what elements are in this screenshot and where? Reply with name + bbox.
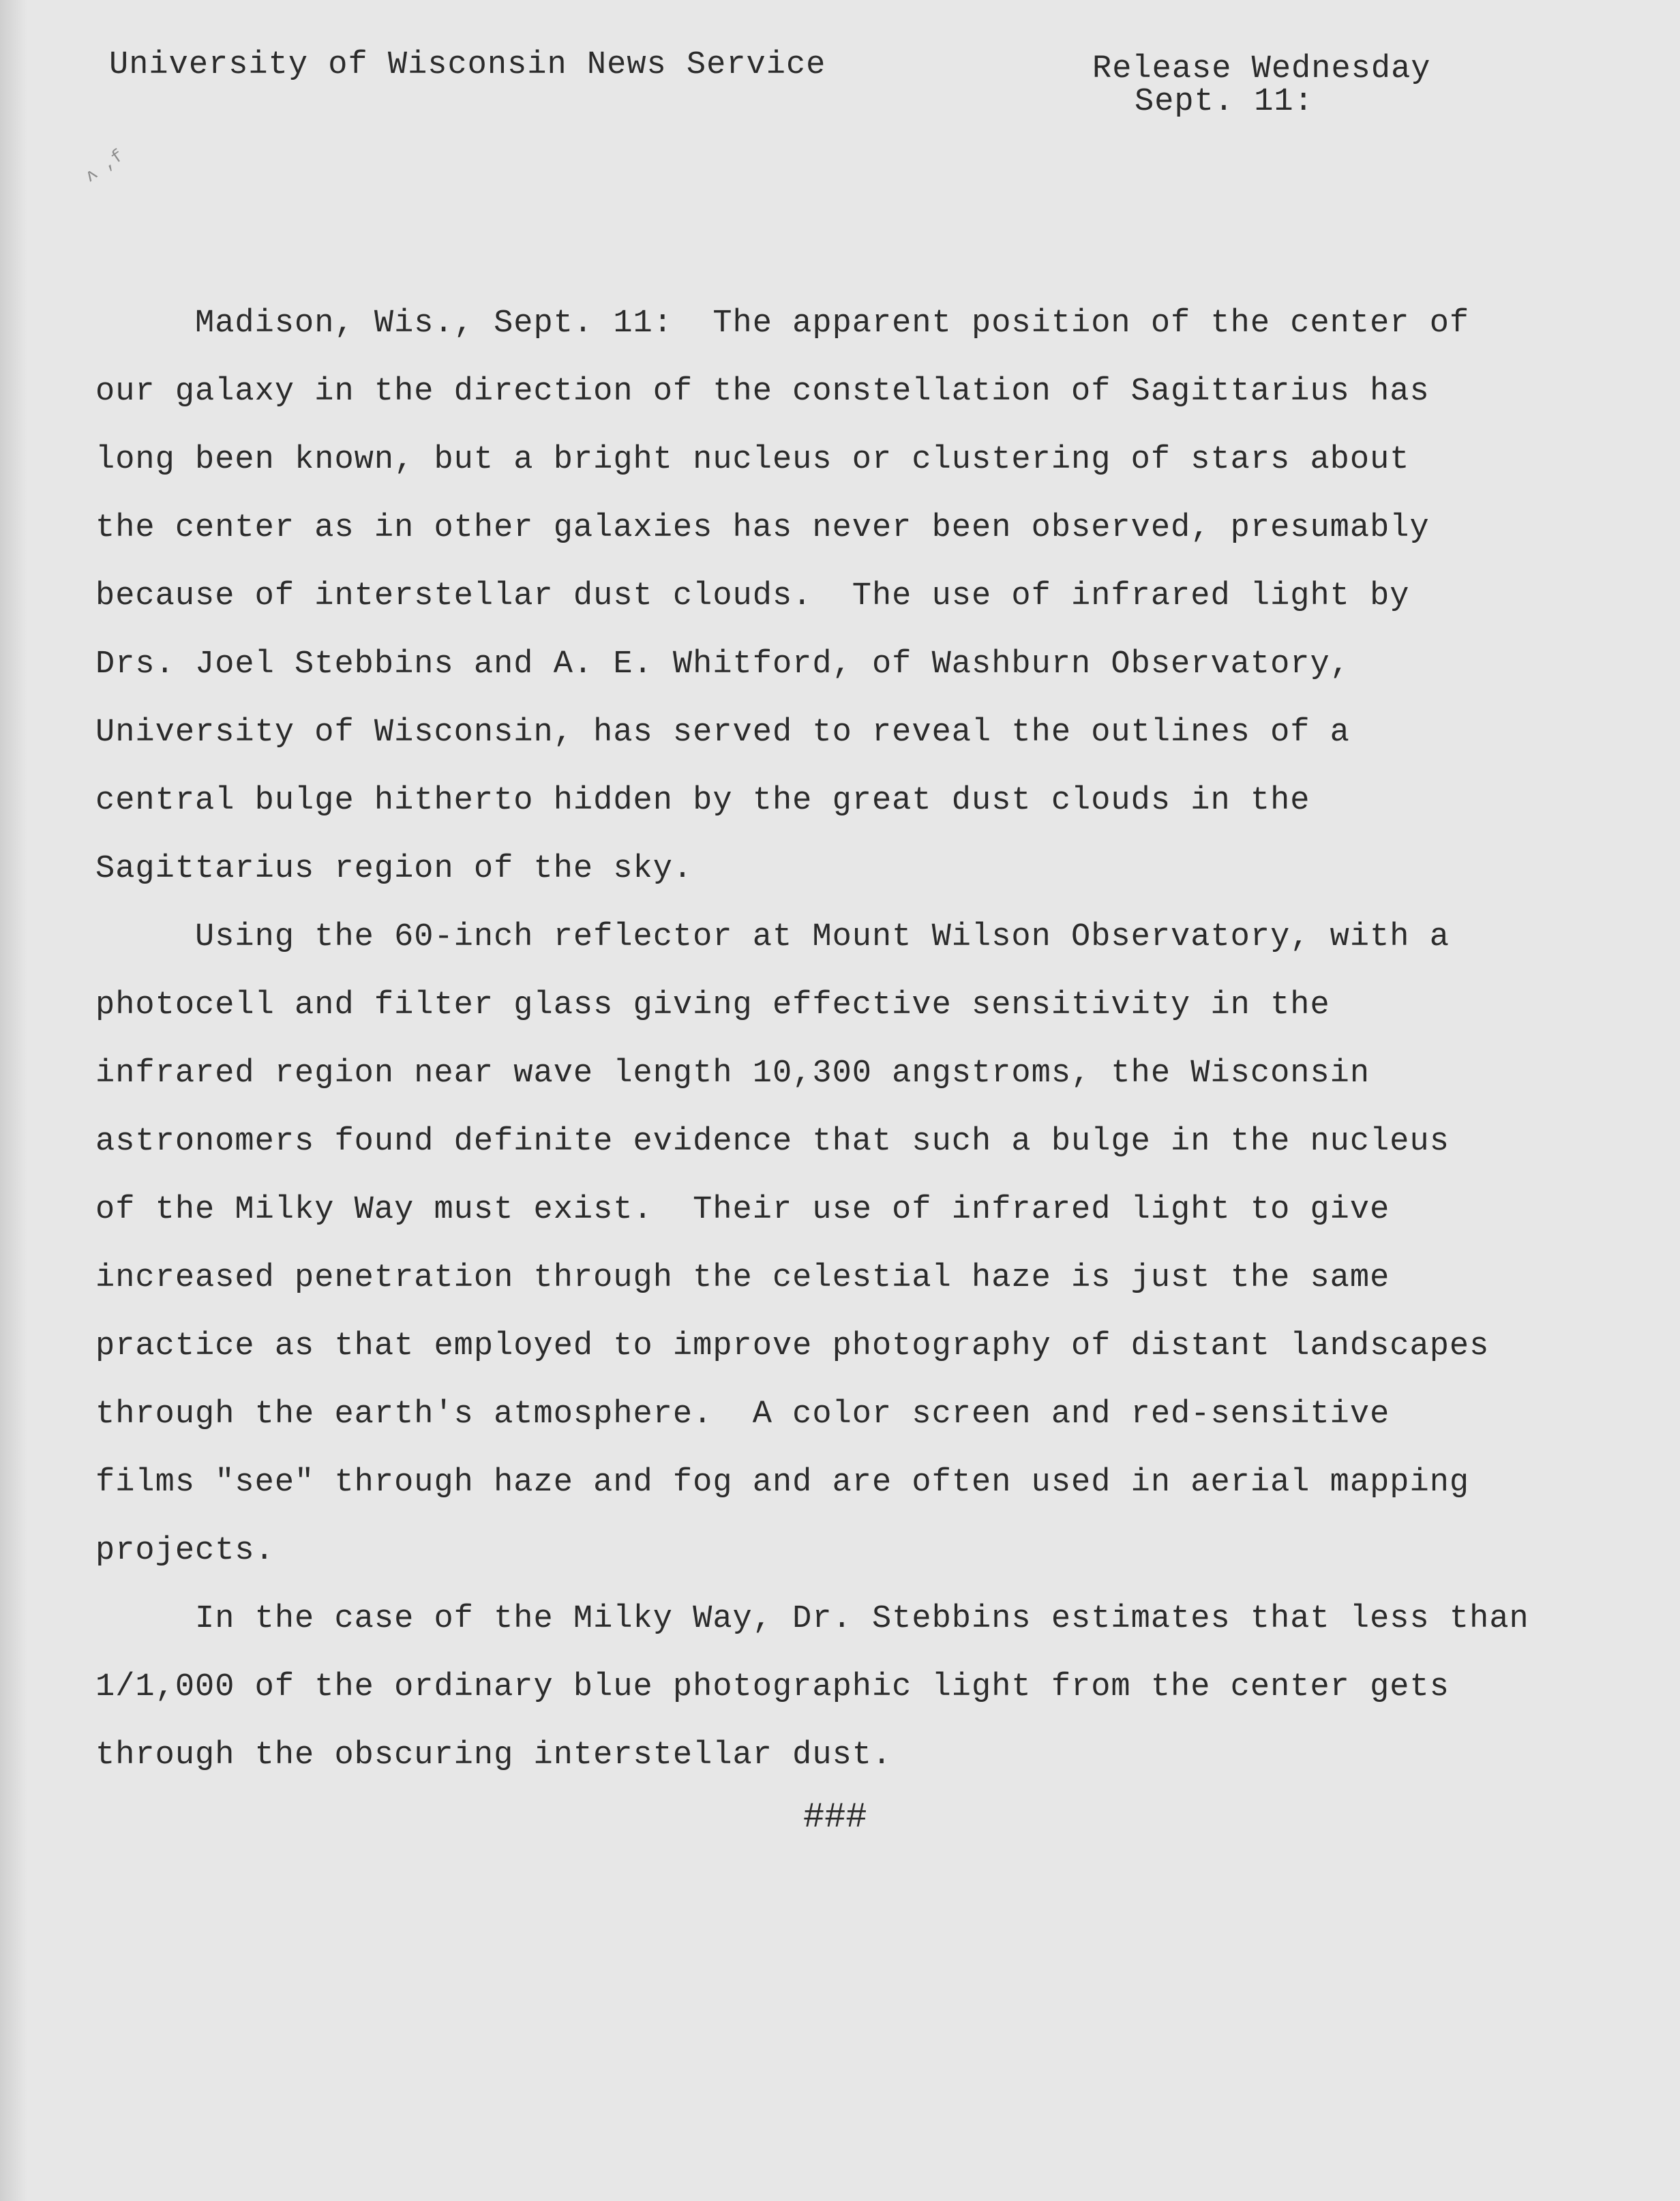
body-line: because of interstellar dust clouds. The use of infrared light by	[95, 578, 1410, 614]
body-line: through the earth's atmosphere. A color screen and red-sensitive	[95, 1396, 1390, 1433]
body-line: Using the 60-inch reflector at Mount Wilson Observatory, with a	[95, 919, 1450, 955]
body-line: practice as that employed to improve photography of distant landscapes	[95, 1328, 1490, 1364]
news-service-heading: University of Wisconsin News Service	[109, 47, 826, 83]
body-line: of the Milky Way must exist. Their use of infrared light to give	[95, 1192, 1390, 1228]
body-line: astronomers found definite evidence that such a bulge in the nucleus	[95, 1124, 1450, 1160]
body-line: films "see" through haze and fog and are often used in aerial mapping	[95, 1465, 1470, 1501]
press-release-body	[95, 290, 1595, 1790]
body-line: 1/1,000 of the ordinary blue photographic light from the center gets	[95, 1669, 1450, 1705]
body-line: increased penetration through the celestial haze is just the same	[95, 1260, 1390, 1296]
body-line: Sagittarius region of the sky.	[95, 851, 693, 887]
body-line: projects.	[95, 1533, 275, 1569]
body-line: central bulge hitherto hidden by the great dust clouds in the	[95, 783, 1310, 819]
body-line: Madison, Wis., Sept. 11: The apparent position of the center of	[95, 305, 1470, 342]
body-line: infrared region near wave length 10,300 angstroms, the Wisconsin	[95, 1055, 1370, 1092]
release-day: Release Wednesday	[1092, 51, 1431, 87]
ink-smudge-mark: ʌ ,f	[80, 145, 128, 187]
body-line: our galaxy in the direction of the constellation of Sagittarius has	[95, 374, 1430, 410]
body-line: Drs. Joel Stebbins and A. E. Whitford, of Washburn Observatory,	[95, 646, 1350, 683]
end-of-release-mark: ###	[803, 1797, 867, 1838]
body-line: University of Wisconsin, has served to reveal the outlines of a	[95, 715, 1350, 751]
body-line: photocell and filter glass giving effective sensitivity in the	[95, 987, 1330, 1023]
body-line: In the case of the Milky Way, Dr. Stebbins estimates that less than	[95, 1601, 1529, 1637]
release-date: Sept. 11:	[1135, 84, 1314, 120]
body-line: the center as in other galaxies has never been observed, presumably	[95, 510, 1430, 546]
body-line: long been known, but a bright nucleus or clustering of stars about	[95, 442, 1410, 478]
body-line: through the obscuring interstellar dust.	[95, 1737, 892, 1773]
paper-edge-shadow	[0, 0, 27, 2201]
